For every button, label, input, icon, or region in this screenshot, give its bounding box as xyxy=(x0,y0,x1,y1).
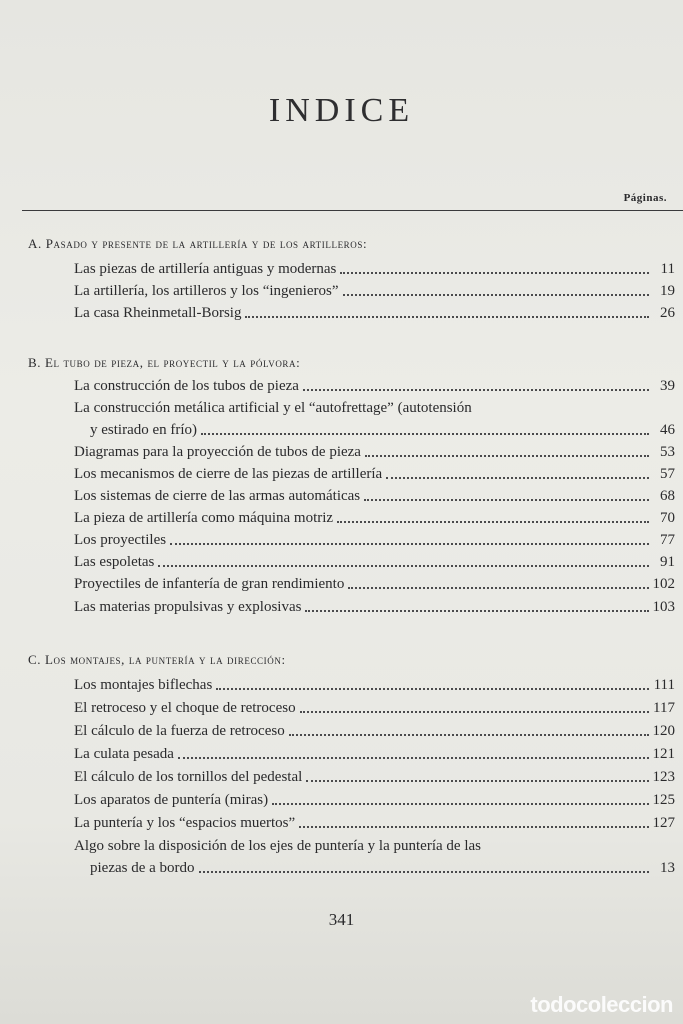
toc-entry-text: Las espoletas xyxy=(74,554,155,570)
toc-entry-text: Los proyectiles xyxy=(74,532,167,548)
toc-entry xyxy=(74,743,675,763)
leader-dots xyxy=(364,499,649,501)
leader-dots xyxy=(300,711,649,713)
toc-entry xyxy=(74,789,675,809)
toc-entry xyxy=(74,258,675,278)
header-rule xyxy=(22,210,683,211)
toc-entry xyxy=(74,441,675,461)
toc-entry xyxy=(74,835,675,855)
leader-dots xyxy=(386,477,649,479)
toc-entry xyxy=(74,720,675,740)
toc-entry-page: 11 xyxy=(660,261,675,277)
toc-entry-text: Proyectiles de infantería de gran rendimiento xyxy=(74,576,345,592)
toc-entry-page: 19 xyxy=(660,283,675,299)
toc-entry-text: Los mecanismos de cierre de las piezas de artillería xyxy=(74,466,383,482)
leader-dots xyxy=(343,294,650,296)
leader-dots xyxy=(303,389,649,391)
toc-entry xyxy=(74,463,675,483)
leader-dots xyxy=(340,272,649,274)
toc-entry-text: La construcción metálica artificial y el “autofrettage” (autotensión xyxy=(74,400,472,416)
toc-entry-text: Los aparatos de puntería (miras) xyxy=(74,792,269,808)
leader-dots xyxy=(178,757,649,759)
toc-entry xyxy=(74,529,675,549)
leader-dots xyxy=(289,734,649,736)
toc-entry-text: El cálculo de los tornillos del pedestal xyxy=(74,769,303,785)
toc-entry xyxy=(74,812,675,832)
leader-dots xyxy=(365,455,649,457)
toc-entry-page: 13 xyxy=(660,860,675,876)
toc-entry-page: 127 xyxy=(652,815,675,831)
toc-entry-text: Algo sobre la disposición de los ejes de puntería y la puntería de las xyxy=(74,838,481,854)
toc-entry xyxy=(74,485,675,505)
toc-entry xyxy=(74,280,675,300)
toc-entry-page: 46 xyxy=(660,422,675,438)
toc-entry-page: 117 xyxy=(653,700,675,716)
page-number: 341 xyxy=(328,910,355,929)
toc-entry-text: La puntería y los “espacios muertos” xyxy=(74,815,296,831)
toc-entry-text: El cálculo de la fuerza de retroceso xyxy=(74,723,285,739)
toc-entry xyxy=(74,766,675,786)
toc-entry xyxy=(74,551,675,571)
toc-entry-page: 111 xyxy=(653,677,675,693)
toc-entry-page: 70 xyxy=(660,510,675,526)
leader-dots xyxy=(299,826,648,828)
leader-dots xyxy=(306,780,648,782)
toc-entry-text: Las piezas de artillería antiguas y modernas xyxy=(74,261,337,277)
toc-entry-page: 57 xyxy=(660,466,675,482)
toc-entry-page: 77 xyxy=(660,532,675,548)
toc-entry-page: 123 xyxy=(652,769,675,785)
paginas-label: Páginas. xyxy=(623,192,667,204)
toc-entry xyxy=(74,507,675,527)
toc-entry-text: Los montajes biflechas xyxy=(74,677,213,693)
leader-dots xyxy=(305,610,648,612)
toc-entry-page: 103 xyxy=(652,599,675,615)
section-heading-c: C. Los montajes, la puntería y la dirección: xyxy=(28,652,286,667)
page-title: INDICE xyxy=(268,92,415,129)
leader-dots xyxy=(158,565,649,567)
toc-entry xyxy=(74,596,675,616)
toc-entry-text: piezas de a bordo xyxy=(90,860,195,876)
toc-entry-text: La culata pesada xyxy=(74,746,174,762)
leader-dots xyxy=(199,871,649,873)
leader-dots xyxy=(272,803,648,805)
watermark-logo: todocoleccion xyxy=(530,992,673,1017)
toc-entry-text: Diagramas para la proyección de tubos de pieza xyxy=(74,444,361,460)
toc-entry xyxy=(74,573,675,593)
toc-entry xyxy=(90,857,675,877)
toc-entry-page: 125 xyxy=(652,792,675,808)
toc-entry-text: Las materias propulsivas y explosivas xyxy=(74,599,302,615)
toc-entry-page: 39 xyxy=(660,378,675,394)
toc-entry xyxy=(74,302,675,322)
toc-entry-text: La construcción de los tubos de pieza xyxy=(74,378,299,394)
leader-dots xyxy=(216,688,649,690)
toc-entry-page: 53 xyxy=(660,444,675,460)
toc-entry-text: La casa Rheinmetall-Borsig xyxy=(74,305,242,321)
leader-dots xyxy=(170,543,649,545)
toc-entry-text: y estirado en frío) xyxy=(90,422,198,438)
toc-entry xyxy=(90,419,675,439)
section-heading-a: A. Pasado y presente de la artillería y de los artilleros: xyxy=(28,236,368,251)
toc-entry-page: 68 xyxy=(660,488,675,504)
toc-entry-text: El retroceso y el choque de retroceso xyxy=(74,700,296,716)
toc-entry-page: 91 xyxy=(660,554,675,570)
leader-dots xyxy=(245,316,649,318)
toc-entry-text: La pieza de artillería como máquina motriz xyxy=(74,510,334,526)
toc-entry-page: 121 xyxy=(652,746,675,762)
toc-entry xyxy=(74,397,675,417)
leader-dots xyxy=(337,521,649,523)
toc-entry-page: 26 xyxy=(660,305,675,321)
toc-entry-page: 102 xyxy=(652,576,675,592)
toc-entry-page: 120 xyxy=(652,723,675,739)
toc-entry xyxy=(74,375,675,395)
toc-entry-text: La artillería, los artilleros y los “ingenieros” xyxy=(74,283,339,299)
toc-entry xyxy=(74,697,675,717)
toc-entry-text: Los sistemas de cierre de las armas automáticas xyxy=(74,488,361,504)
leader-dots xyxy=(201,433,649,435)
leader-dots xyxy=(348,587,648,589)
toc-entry xyxy=(74,674,675,694)
section-heading-b: B. El tubo de pieza, el proyectil y la pólvora: xyxy=(28,355,301,370)
